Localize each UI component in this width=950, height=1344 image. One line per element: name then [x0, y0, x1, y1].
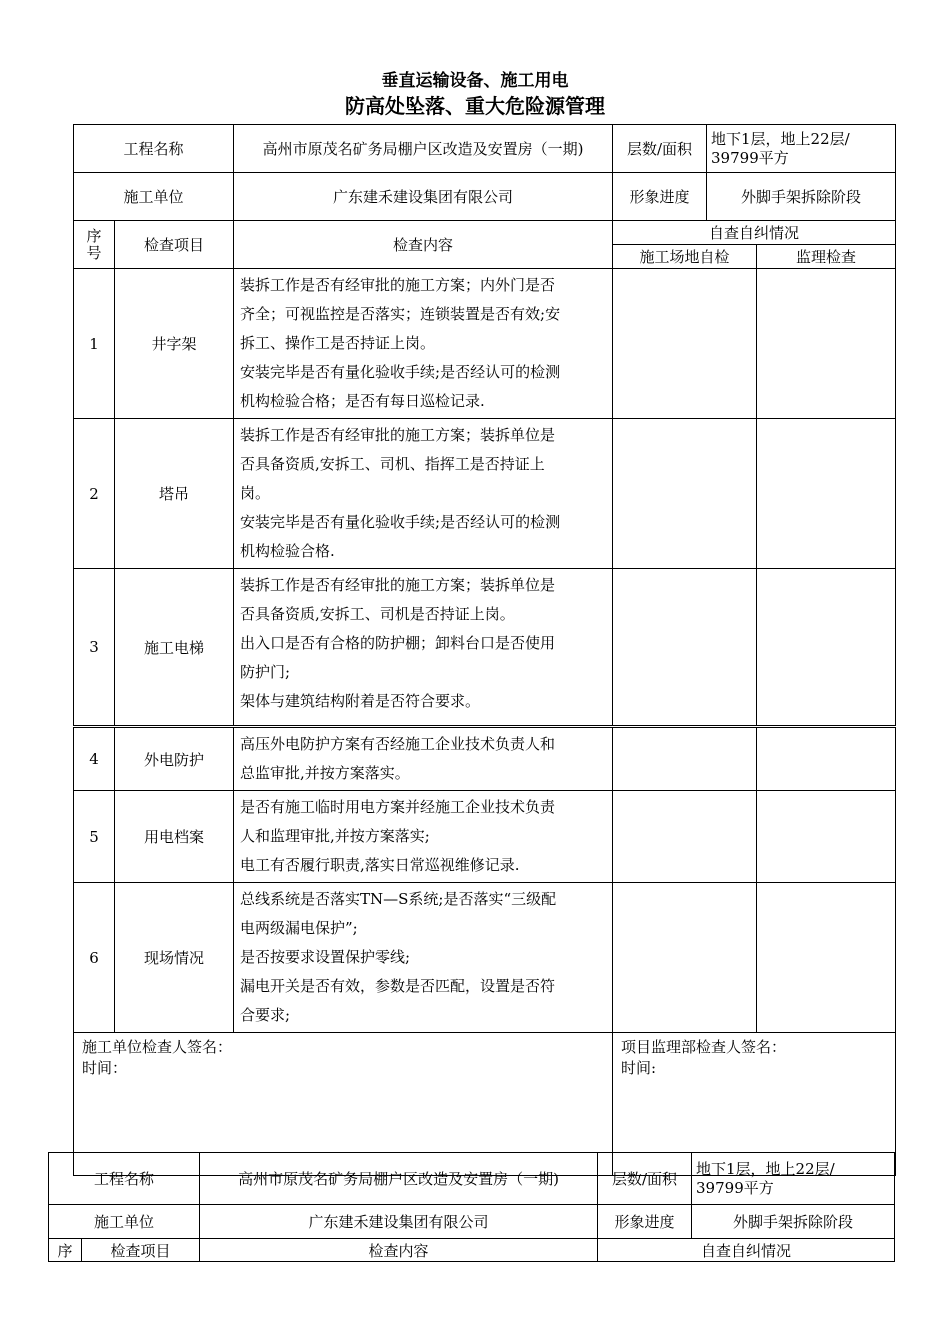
row-seq: 2	[74, 419, 115, 569]
row-content: 高压外电防护方案有否经施工企业技术负责人和 总监审批,并按方案落实。	[234, 727, 613, 791]
project-label: 工程名称	[49, 1153, 200, 1205]
content-header: 检查内容	[200, 1239, 598, 1262]
floors-label: 层数/面积	[613, 125, 707, 173]
supervision-check-header: 监理检查	[757, 245, 896, 269]
table-row	[74, 419, 896, 569]
supervision-check-cell[interactable]	[757, 419, 896, 569]
site-check-cell[interactable]	[613, 883, 757, 1033]
row-item: 施工电梯	[115, 569, 234, 727]
row-content: 总线系统是否落实TN—S系统;是否落实“三级配 电两级漏电保护”; 是否按要求设置保护零线; 漏电开关是否有效，参数是否匹配，设置是否符 合要求;	[234, 883, 613, 1033]
seq-header: 序	[49, 1239, 82, 1262]
progress-label: 形象进度	[613, 173, 707, 221]
row-seq: 1	[74, 269, 115, 419]
unit-label: 施工单位	[49, 1205, 200, 1239]
project-value: 高州市原茂名矿务局棚户区改造及安置房（一期)	[234, 125, 613, 173]
site-check-cell[interactable]	[613, 419, 757, 569]
supervision-check-cell[interactable]	[757, 791, 896, 883]
site-check-cell[interactable]	[613, 791, 757, 883]
table-row	[74, 269, 896, 419]
supervisor-signature[interactable]: 项目监理部检查人签名： 时间:	[613, 1033, 896, 1176]
table-row	[74, 727, 896, 791]
row-seq: 5	[74, 791, 115, 883]
item-header: 检查项目	[115, 221, 234, 269]
row-content: 装拆工作是否有经审批的施工方案；装拆单位是 否具备资质,安拆工、司机是否持证上岗。 出入口是否有合格的防护棚；卸料台口是否使用 防护门; 架体与建筑结构附着是否符合要求。	[234, 569, 613, 727]
row-item: 外电防护	[115, 727, 234, 791]
row-item: 用电档案	[115, 791, 234, 883]
row-content: 是否有施工临时用电方案并经施工企业技术负责 人和监理审批,并按方案落实; 电工有否履行职责,落实日常巡视维修记录.	[234, 791, 613, 883]
site-check-cell[interactable]	[613, 269, 757, 419]
site-check-cell[interactable]	[613, 569, 757, 727]
unit-value: 广东建禾建设集团有限公司	[200, 1205, 598, 1239]
table-row	[74, 791, 896, 883]
progress-label: 形象进度	[598, 1205, 692, 1239]
unit-value: 广东建禾建设集团有限公司	[234, 173, 613, 221]
row-item: 现场情况	[115, 883, 234, 1033]
self-check-header: 自查自纠情况	[598, 1239, 895, 1262]
content-header: 检查内容	[234, 221, 613, 269]
supervision-check-cell[interactable]	[757, 269, 896, 419]
floors-label: 层数/面积	[598, 1153, 692, 1205]
seq-header: 序 号	[74, 221, 115, 269]
progress-value: 外脚手架拆除阶段	[692, 1205, 895, 1239]
row-seq: 4	[74, 727, 115, 791]
table-row	[74, 883, 896, 1033]
row-seq: 6	[74, 883, 115, 1033]
floors-value: 地下1层，地上22层/ 39799平方	[692, 1153, 895, 1205]
row-item: 塔吊	[115, 419, 234, 569]
inspection-table-next-page	[48, 1152, 895, 1262]
row-content: 装拆工作是否有经审批的施工方案；内外门是否 齐全；可视监控是否落实；连锁装置是否有效;安 拆工、操作工是否持证上岗。 安装完毕是否有量化验收手续;是否经认可的检测 机构检验合格；是否有每日巡检记录.	[234, 269, 613, 419]
self-check-header: 自查自纠情况	[613, 221, 896, 245]
table-row	[74, 569, 896, 727]
title-line1: 垂直运输设备、施工用电	[381, 71, 569, 91]
contractor-signature[interactable]: 施工单位检查人签名： 时间：	[74, 1033, 613, 1176]
site-check-cell[interactable]	[613, 727, 757, 791]
site-check-header: 施工场地自检	[613, 245, 757, 269]
supervision-check-cell[interactable]	[757, 883, 896, 1033]
item-header: 检查项目	[82, 1239, 200, 1262]
floors-value: 地下1层，地上22层/ 39799平方	[707, 125, 896, 173]
progress-value: 外脚手架拆除阶段	[707, 173, 896, 221]
supervision-check-cell[interactable]	[757, 727, 896, 791]
project-value: 高州市原茂名矿务局棚户区改造及安置房（一期)	[200, 1153, 598, 1205]
row-seq: 3	[74, 569, 115, 727]
unit-label: 施工单位	[74, 173, 234, 221]
supervision-check-cell[interactable]	[757, 569, 896, 727]
title-line2: 防高处坠落、重大危险源管理	[345, 94, 605, 118]
row-item: 井字架	[115, 269, 234, 419]
row-content: 装拆工作是否有经审批的施工方案；装拆单位是 否具备资质,安拆工、司机、指挥工是否持证上 岗。 安装完毕是否有量化验收手续;是否经认可的检测 机构检验合格.	[234, 419, 613, 569]
project-label: 工程名称	[74, 125, 234, 173]
inspection-table	[73, 124, 896, 1176]
